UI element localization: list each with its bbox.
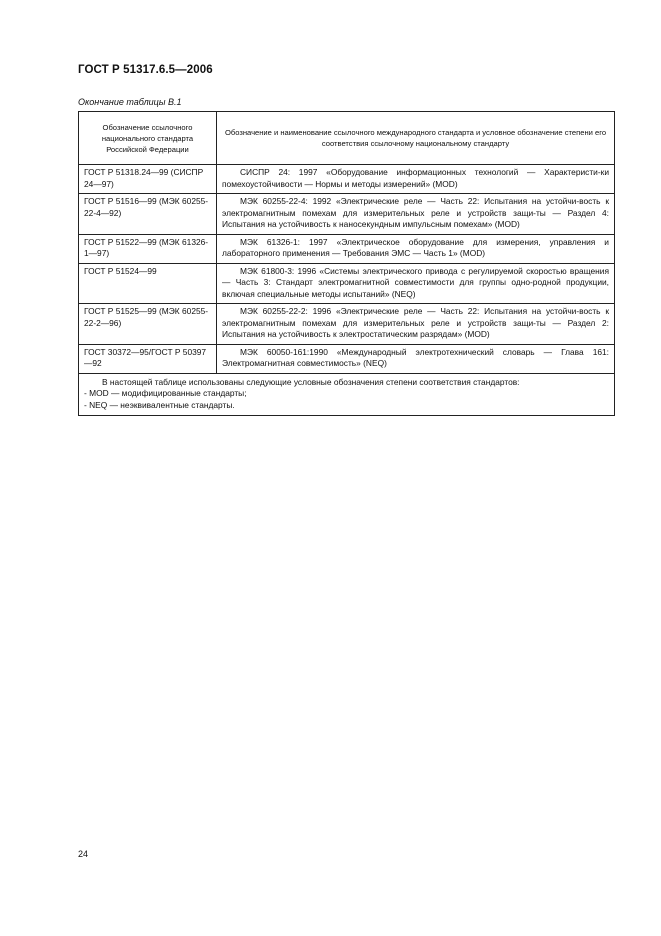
national-standard-cell: ГОСТ Р 51524—99 [79, 263, 217, 304]
table-row [79, 304, 615, 345]
table-row [79, 344, 615, 373]
reference-standards-table [78, 111, 615, 416]
table-header-row [79, 112, 615, 165]
international-standard-cell: МЭК 61800-3: 1996 «Системы электрического привода с регулируемой скоростью вращения — Часть 3: Стандарт электромагнитной совместимости для группы одно-родной продукции, включая специальные методы испытаний» (NEQ) [217, 263, 615, 304]
international-standard-cell: МЭК 61326-1: 1997 «Электрическое оборудование для измерения, управления и лабораторного применения — Требования ЭМС — Часть 1» (MOD) [217, 234, 615, 263]
national-standard-cell: ГОСТ Р 51522—99 (МЭК 61326-1—97) [79, 234, 217, 263]
header-national-standard: Обозначение ссылочного национального стандарта Российской Федерации [79, 112, 217, 165]
note-item-neq: - NEQ — неэквивалентные стандарты. [84, 399, 235, 410]
table-row [79, 165, 615, 194]
note-intro: В настоящей таблице использованы следующие условные обозначения степени соответствия стандартов: [102, 376, 520, 387]
table-row [79, 194, 615, 235]
table-row [79, 263, 615, 304]
international-standard-cell: МЭК 60255-22-2: 1996 «Электрические реле — Часть 22: Испытания на устойчи-вость к электромагнитным помехам для измерительных реле и устройств защи-ты — Раздел 2: Испытания на устойчивость к электростатическим разрядам» (MOD) [217, 304, 615, 345]
national-standard-cell: ГОСТ Р 51516—99 (МЭК 60255-22-4—92) [79, 194, 217, 235]
national-standard-cell: ГОСТ 30372—95/ГОСТ Р 50397—92 [79, 344, 217, 373]
national-standard-cell: ГОСТ Р 51318.24—99 (СИСПР 24—97) [79, 165, 217, 194]
table-caption: Окончание таблицы В.1 [78, 97, 182, 107]
note-item-mod: - MOD — модифицированные стандарты; [84, 388, 247, 398]
table-note [79, 373, 615, 416]
page-number: 24 [78, 849, 89, 859]
international-standard-cell: МЭК 60050-161:1990 «Международный электротехнический словарь — Глава 161: Электромагнитная совместимость» (NEQ) [217, 344, 615, 373]
international-standard-cell: МЭК 60255-22-4: 1992 «Электрические реле — Часть 22: Испытания на устойчи-вость к электромагнитным помехам для измерительных реле и устройств защи-ты — Раздел 4: Испытания на устойчивость к наносекундным импульсным помехам» (MOD) [217, 194, 615, 235]
header-international-standard: Обозначение и наименование ссылочного международного стандарта и условное обозначение степени его соответствия ссылочному национальному стандарту [217, 112, 615, 165]
national-standard-cell: ГОСТ Р 51525—99 (МЭК 60255-22-2—96) [79, 304, 217, 345]
table-row [79, 234, 615, 263]
international-standard-cell: СИСПР 24: 1997 «Оборудование информационных технологий — Характеристи-ки помехоустойчивости — Нормы и методы измерений» (MOD) [217, 165, 615, 194]
document-code: ГОСТ Р 51317.6.5—2006 [78, 64, 213, 76]
table-note-row [79, 373, 615, 416]
